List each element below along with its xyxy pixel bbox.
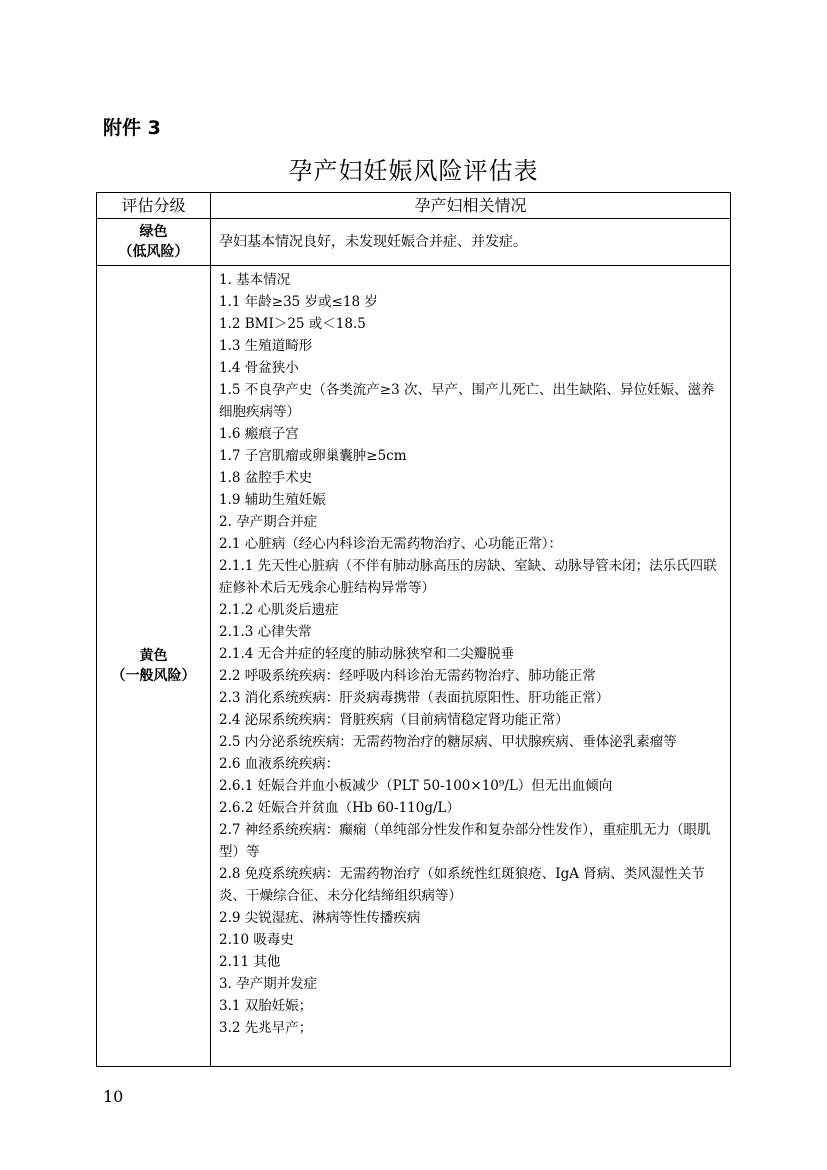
list-item: 2.8 免疫系统疾病：无需药物治疗（如系统性红斑狼疮、IgA 肾病、类风湿性关节炎、干燥综合征、未分化结缔组织病等）: [219, 866, 705, 904]
list-item: 2.5 内分泌系统疾病：无需药物治疗的糖尿病、甲状腺疾病、垂体泌乳素瘤等: [219, 734, 677, 750]
risk-level-grade: （低风险）: [118, 244, 189, 260]
list-item: 3.1 双胎妊娠；: [219, 998, 313, 1014]
list-item: 2. 孕产期合并症: [219, 514, 318, 530]
list-item: 1.2 BMI＞25 或＜18.5: [219, 316, 366, 332]
risk-level-name: 黄色: [139, 648, 168, 664]
list-item: 1.6 瘢痕子宫: [219, 426, 299, 442]
yellow-details: [211, 266, 731, 1067]
page-number: 10: [103, 1087, 124, 1106]
table-header-row: [97, 193, 731, 219]
list-item: 2.1.2 心肌炎后遗症: [219, 602, 339, 618]
table-row-green: [97, 219, 731, 266]
list-item: 2.6.2 妊娠合并贫血（Hb 60-110g/L）: [219, 800, 461, 816]
risk-level-name: 绿色: [139, 224, 168, 240]
list-item: 2.1.4 无合并症的轻度的肺动脉狭窄和二尖瓣脱垂: [219, 646, 515, 662]
list-item: 1.7 子宫肌瘤或卵巢囊肿≥5cm: [219, 448, 407, 464]
list-item: 3. 孕产期并发症: [219, 976, 318, 992]
list-item: 2.3 消化系统疾病：肝炎病毒携带（表面抗原阳性、肝功能正常）: [219, 690, 610, 706]
list-item: 1. 基本情况: [219, 272, 291, 288]
list-item: 2.9 尖锐湿疣、淋病等性传播疾病: [219, 910, 421, 926]
list-item: 1.3 生殖道畸形: [219, 338, 313, 354]
list-item: 2.1 心脏病（经心内科诊治无需药物治疗、心功能正常）：: [219, 536, 563, 552]
list-item: 2.1.3 心律失常: [219, 624, 312, 640]
list-item: 2.11 其他: [219, 954, 281, 970]
list-item: 3.2 先兆早产；: [219, 1020, 313, 1036]
risk-level-yellow: [97, 266, 211, 1067]
list-item: 2.4 泌尿系统疾病：肾脏疾病（目前病情稳定肾功能正常）: [219, 712, 569, 728]
list-item: 1.4 骨盆狭小: [219, 360, 299, 376]
green-description: 孕妇基本情况良好，未发现妊娠合并症、并发症。: [211, 219, 731, 266]
list-item: 2.10 吸毒史: [219, 932, 294, 948]
list-item: 2.7 神经系统疾病：癫痫（单纯部分性发作和复杂部分性发作），重症肌无力（眼肌型）等: [219, 822, 711, 860]
risk-assessment-table: [96, 192, 731, 1067]
list-item: 2.1.1 先天性心脏病（不伴有肺动脉高压的房缺、室缺、动脉导管未闭；法乐氏四联症修补术后无残余心脏结构异常等）: [219, 558, 717, 596]
table-row-yellow: [97, 266, 731, 1067]
header-cell-details: 孕产妇相关情况: [211, 193, 731, 219]
list-item: 1.1 年龄≥35 岁或≤18 岁: [219, 294, 378, 310]
document-title: 孕产妇妊娠风险评估表: [288, 157, 539, 185]
risk-level-green: [97, 219, 211, 266]
list-item: 1.5 不良孕产史（各类流产≥3 次、早产、围产儿死亡、出生缺陷、异位妊娠、滋养细胞疾病等）: [219, 382, 715, 420]
risk-level-grade: （一般风险）: [111, 668, 196, 684]
list-item: 1.8 盆腔手术史: [219, 470, 313, 486]
list-item: 2.2 呼吸系统疾病：经呼吸内科诊治无需药物治疗、肺功能正常: [219, 668, 596, 684]
list-item: 2.6 血液系统疾病：: [219, 756, 340, 772]
list-item: 1.9 辅助生殖妊娠: [219, 492, 326, 508]
header-cell-level: 评估分级: [97, 193, 211, 219]
list-item: 2.6.1 妊娠合并血小板减少（PLT 50-100×10⁹/L）但无出血倾向: [219, 778, 613, 794]
attachment-label: 附件 3: [103, 117, 161, 139]
